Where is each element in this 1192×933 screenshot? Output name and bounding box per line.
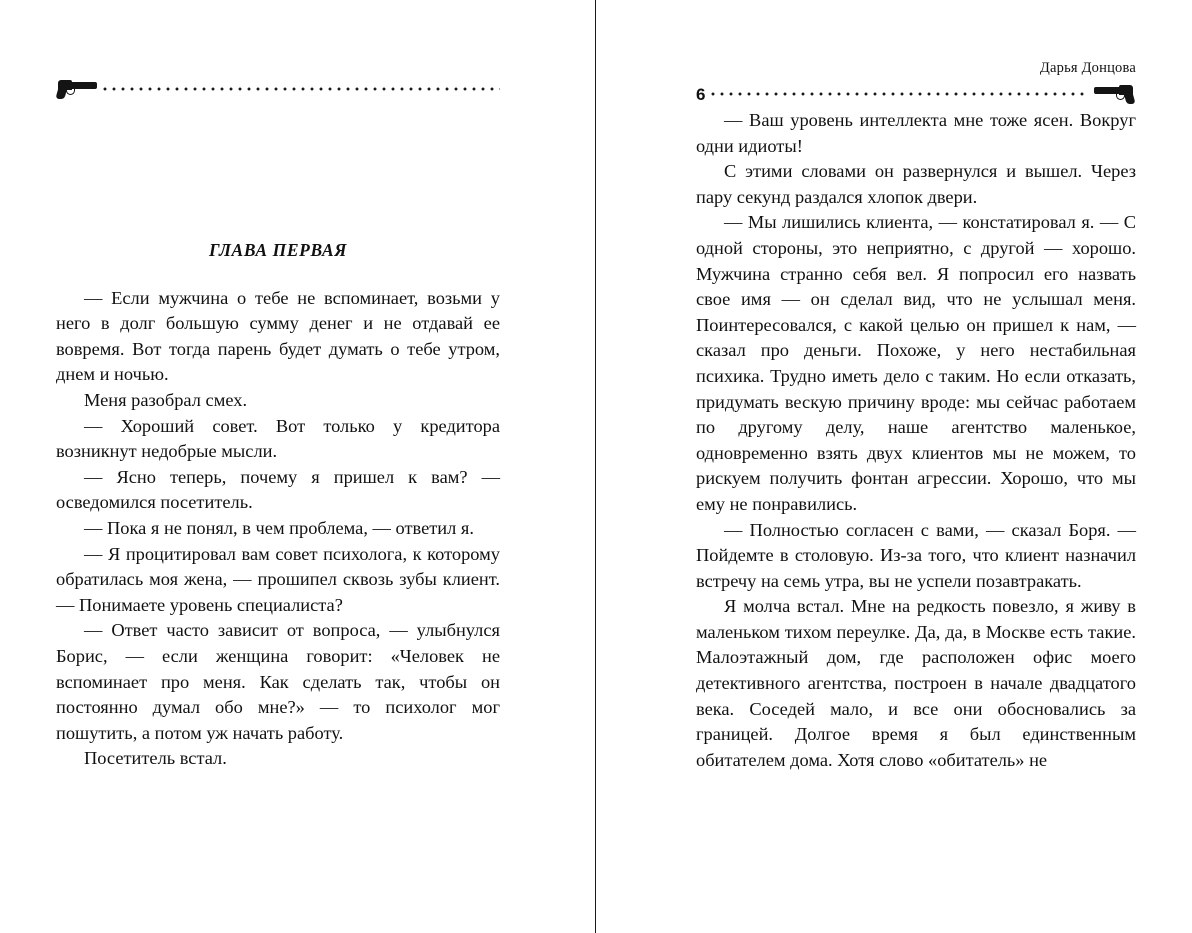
dot-leader-icon (102, 82, 500, 96)
right-text-column (696, 108, 1136, 773)
paragraph: — Ясно теперь, почему я пришел к вам? — осведомился посетитель. (56, 466, 500, 513)
pistol-icon (55, 79, 97, 99)
right-page (596, 0, 1192, 933)
left-text-column (56, 238, 500, 772)
paragraph: — Хороший совет. Вот только у кредитора возникнут недобрые мысли. (56, 415, 500, 462)
paragraph: С этими словами он развернулся и вышел. Через пару секунд раздался хлопок двери. (696, 161, 1136, 207)
paragraph: — Полностью согласен с вами, — сказал Боря. — Пойдемте в столовую. Из-за того, что клиент назначил встречу на семь утра, вы не успели позавтракать. (696, 519, 1136, 591)
dot-leader-icon (710, 87, 1089, 101)
paragraph: — Я процитировал вам совет психолога, к которому обратилась моя жена, — прошипел сквозь зубы клиент. — Понимаете уровень специалиста? (56, 543, 500, 615)
paragraph: — Ваш уровень интеллекта мне тоже ясен. Вокруг одни идиоты! (696, 110, 1136, 156)
paragraph: Я молча встал. Мне на редкость повезло, я живу в маленьком тихом переулке. Да, да, в Москве есть такие. Малоэтажный дом, где расположен офис моего детективного агентства, построен в начале двадцатого века. Соседей мало, и все они обосновались за границей. Долгое время я был единственным обитателем дома. Хотя слово «обитатель» не (696, 596, 1136, 770)
paragraph: — Мы лишились клиента, — констатировал я. — С одной стороны, это неприятно, с другой — хорошо. Мужчина странно себя вел. Я попросил его назвать свое имя — он сделал вид, что не услышал меня. Поинтересовался, с какой целью он пришел к нам, — сказал про деньги. Похоже, у него нестабильная психика. Трудно иметь дело с таким. Но если отказать, придумать вескую причину вроде: мы сейчас работаем по другому делу, наше агентство маленькое, одновременно взять двух клиентов мы не можем, то рискуем получить фонтан агрессии. Хорошо, что мы ему не понравились. (696, 212, 1136, 514)
paragraph: — Если мужчина о тебе не вспоминает, возьми у него в долг большую сумму денег и не отдавай ее вовремя. Вот тогда парень будет думать о тебе утром, днем и ночью. (56, 287, 500, 385)
paragraph: Меня разобрал смех. (84, 389, 248, 410)
right-running-head: Дарья Донцова (1039, 60, 1136, 76)
left-page-header (55, 72, 500, 132)
spread-gutter-divider (595, 0, 596, 933)
paragraph: — Пока я не понял, в чем проблема, — ответил я. (84, 517, 474, 538)
paragraph: — Ответ часто зависит от вопроса, — улыбнулся Борис, — если женщина говорит: «Человек не вспоминает про меня. Как сделать так, чтобы он постоянно думал обо мне?» — то психолог мог пошутить, а потом уж начать работу. (56, 620, 500, 743)
paragraph: Посетитель встал. (84, 748, 227, 769)
right-header-rule (696, 83, 1136, 105)
left-header-rule (55, 78, 500, 100)
page-number: 6 (696, 84, 706, 104)
pistol-icon (1094, 84, 1136, 104)
chapter-title: ГЛАВА ПЕРВАЯ (208, 240, 347, 260)
